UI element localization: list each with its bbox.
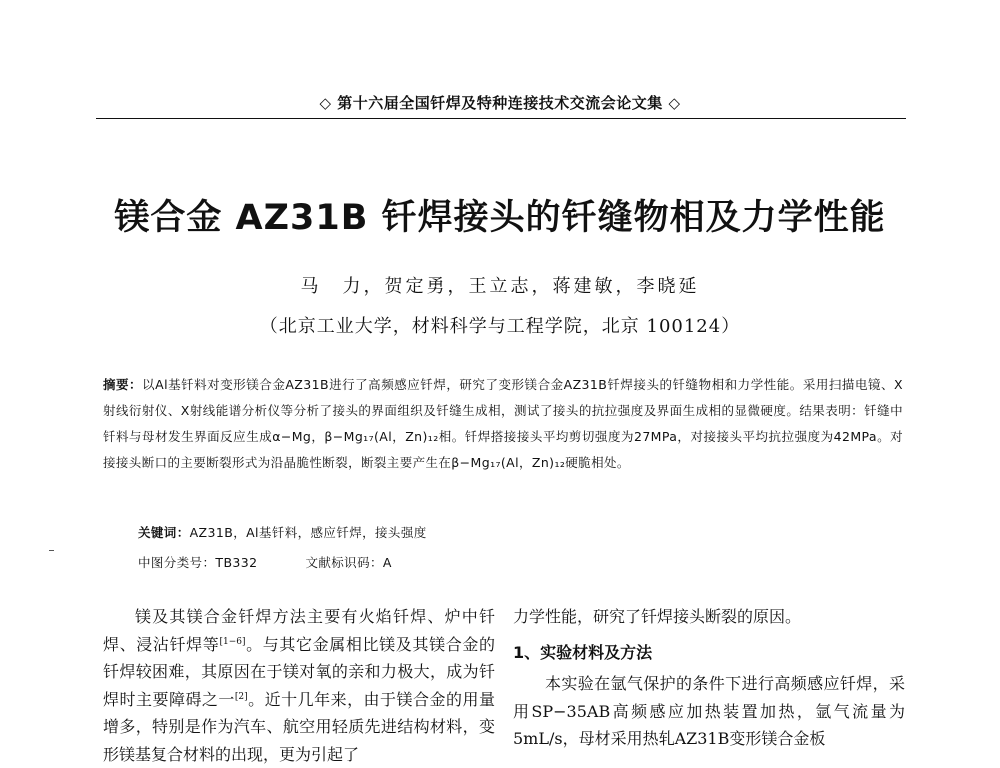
citation-1-6: [1−6]	[219, 636, 246, 647]
keywords-line	[138, 523, 898, 541]
doc-code-value: A	[382, 555, 392, 570]
classification-line	[138, 553, 898, 571]
body-column-right	[513, 603, 905, 753]
doc-code-label: 文献标识码：	[305, 555, 383, 570]
intro-paragraph	[103, 603, 495, 768]
abstract-text: 以Al基钎料对变形镁合金AZ31B进行了高频感应钎焊，研究了变形镁合金AZ31B钎焊接头的钎缝物相和力学性能。采用扫描电镜、X射线衍射仪、X射线能谱分析仪等分析了接头的界面组织及钎缝生成相，测试了接头的抗拉强度及界面生成相的显微硬度。结果表明：钎缝中钎料与母材发生界面反应生成α−Mg，β−Mg₁₇(Al，Zn)₁₂相。钎焊搭接接头平均剪切强度为27MPa，对接接头平均抗拉强度为42MPa。对接接头断口的主要断裂形式为沿晶脆性断裂，断裂主要产生在β−Mg₁₇(Al，Zn)₁₂硬脆相处。	[103, 377, 903, 470]
paper-title: 镁合金 AZ31B 钎焊接头的钎缝物相及力学性能	[114, 198, 886, 238]
abstract-label: 摘要：	[103, 377, 143, 392]
section-heading: 1、实验材料及方法	[513, 642, 653, 662]
methods-paragraph: 本实验在氩气保护的条件下进行高频感应钎焊，采用SP−35AB高频感应加热装置加热，氩气流量为5mL/s，母材采用热轧AZ31B变形镁合金板	[513, 674, 905, 748]
intro-text-2: 。与其它金属相比镁及其镁合金的钎焊较困难，其原因在于镁对氧的亲和力极大，成为钎焊时主要障碍之一	[103, 634, 495, 709]
continuation-text: 力学性能，研究了钎焊接头断裂的原因。	[513, 607, 802, 626]
affiliation-line: （北京工业大学，材料科学与工程学院，北京 100124）	[259, 316, 741, 337]
intro-text-3: 。近十几年来，由于镁合金的用量增多，特别是作为汽车、航空用轻质先进结构材料，变形镁基复合材料的出现，更为引起了	[103, 689, 495, 764]
abstract-block	[103, 372, 903, 476]
header-rule	[96, 118, 906, 119]
keywords-label: 关键词：	[138, 525, 190, 540]
body-column-left	[103, 603, 495, 768]
intro-text-1: 镁及其镁合金钎焊方法主要有火焰钎焊、炉中钎焊、浸沾钎焊等	[103, 607, 495, 654]
keywords-text: AZ31B，Al基钎料，感应钎焊，接头强度	[189, 525, 427, 540]
running-head: ◇ 第十六届全国钎焊及特种连接技术交流会论文集 ◇	[319, 94, 681, 112]
clc-value: TB332	[215, 555, 258, 570]
margin-mark	[49, 550, 54, 551]
citation-2: [2]	[234, 691, 248, 702]
authors-line: 马 力，贺定勇，王立志，蒋建敏，李晓延	[300, 276, 700, 297]
clc-label: 中图分类号：	[138, 555, 216, 570]
